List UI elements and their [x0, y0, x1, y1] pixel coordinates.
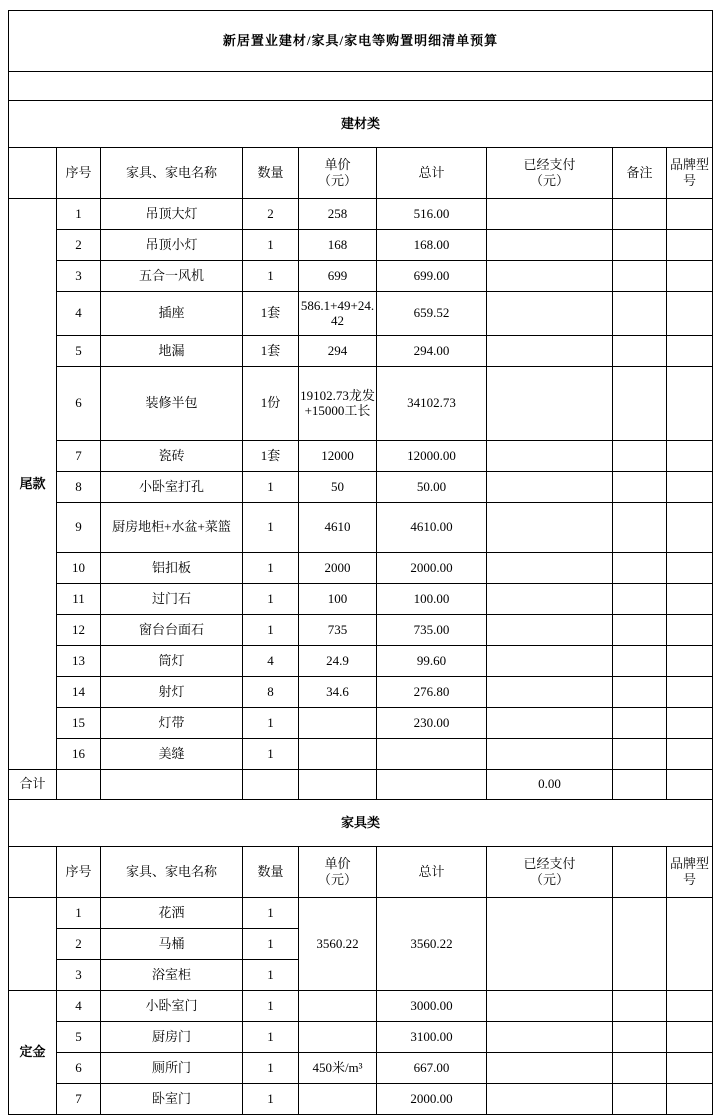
cell-note — [613, 336, 667, 367]
cell-brand — [667, 898, 713, 991]
table-row — [9, 199, 713, 230]
cell-note — [613, 991, 667, 1022]
cell-no: 13 — [57, 646, 101, 677]
cell-note — [613, 367, 667, 441]
cell-total: 276.80 — [377, 677, 487, 708]
cell-brand — [667, 367, 713, 441]
cell-qty: 1 — [243, 708, 299, 739]
cell-qty: 1 — [243, 615, 299, 646]
cell-total: 735.00 — [377, 615, 487, 646]
cell-paid — [487, 1022, 613, 1053]
cell-unit-price: 19102.73龙发+15000工长 — [299, 367, 377, 441]
header-paid-2-line2: （元） — [529, 872, 569, 887]
cell-note — [613, 677, 667, 708]
cell-no: 2 — [57, 929, 101, 960]
page-title: 新居置业建材/家具/家电等购置明细清单预算 — [9, 11, 713, 72]
cell-item-name: 花洒 — [101, 898, 243, 929]
cell-brand — [667, 708, 713, 739]
cell-paid — [487, 615, 613, 646]
header-note-2 — [613, 847, 667, 898]
cell-unit-price: 735 — [299, 615, 377, 646]
cell-note — [613, 708, 667, 739]
cell-total: 2000.00 — [377, 1084, 487, 1115]
cell-item-name: 厕所门 — [101, 1053, 243, 1084]
cell-qty: 1 — [243, 503, 299, 553]
cell-no: 3 — [57, 261, 101, 292]
cell-total: 3000.00 — [377, 991, 487, 1022]
cell-item-name: 吊顶小灯 — [101, 230, 243, 261]
cell-item-name: 马桶 — [101, 929, 243, 960]
cell-brand — [667, 739, 713, 770]
cell-note — [613, 584, 667, 615]
header-unit-price-2 — [299, 847, 377, 898]
cell-item-name: 瓷砖 — [101, 441, 243, 472]
header-no-2: 序号 — [57, 847, 101, 898]
cell-item-name: 装修半包 — [101, 367, 243, 441]
cell-unit-price: 294 — [299, 336, 377, 367]
cell-unit-price: 450米/m³ — [299, 1053, 377, 1084]
cell-item-name: 厨房门 — [101, 1022, 243, 1053]
cell-item-name: 灯带 — [101, 708, 243, 739]
cell-brand — [667, 199, 713, 230]
table-row — [9, 1053, 713, 1084]
section-title-building: 建材类 — [9, 101, 713, 148]
cell-total: 3100.00 — [377, 1022, 487, 1053]
table-row — [9, 553, 713, 584]
cell-no: 15 — [57, 708, 101, 739]
cell-no: 2 — [57, 230, 101, 261]
table-row — [9, 336, 713, 367]
cell-qty: 1 — [243, 553, 299, 584]
cell-paid — [487, 199, 613, 230]
cell-paid — [487, 1053, 613, 1084]
cell-paid — [487, 261, 613, 292]
total-note-blank — [613, 770, 667, 800]
cell-total: 294.00 — [377, 336, 487, 367]
cell-note — [613, 472, 667, 503]
cell-note — [613, 503, 667, 553]
cell-qty: 1套 — [243, 441, 299, 472]
cell-paid — [487, 367, 613, 441]
table-row — [9, 261, 713, 292]
cell-paid — [487, 584, 613, 615]
cell-total: 516.00 — [377, 199, 487, 230]
table-header-row-building — [9, 148, 713, 199]
cell-unit-price — [299, 991, 377, 1022]
cell-paid — [487, 553, 613, 584]
group-label-weikuan: 尾款 — [9, 199, 57, 770]
header-no: 序号 — [57, 148, 101, 199]
cell-paid — [487, 708, 613, 739]
header-paid-line2: （元） — [529, 173, 569, 188]
cell-qty: 8 — [243, 677, 299, 708]
cell-unit-price: 699 — [299, 261, 377, 292]
cell-brand — [667, 230, 713, 261]
cell-total: 667.00 — [377, 1053, 487, 1084]
table-row — [9, 441, 713, 472]
cell-paid — [487, 677, 613, 708]
cell-qty: 1 — [243, 230, 299, 261]
cell-no: 14 — [57, 677, 101, 708]
cell-brand — [667, 553, 713, 584]
table-row — [9, 230, 713, 261]
cell-total: 230.00 — [377, 708, 487, 739]
cell-note — [613, 441, 667, 472]
cell-item-name: 过门石 — [101, 584, 243, 615]
cell-qty: 2 — [243, 199, 299, 230]
cell-total: 50.00 — [377, 472, 487, 503]
total-name-blank — [101, 770, 243, 800]
cell-brand — [667, 677, 713, 708]
cell-item-name: 插座 — [101, 292, 243, 336]
cell-paid — [487, 441, 613, 472]
table-row — [9, 677, 713, 708]
group-label-dingjin: 定金 — [9, 991, 57, 1115]
cell-unit-price: 258 — [299, 199, 377, 230]
cell-qty: 1 — [243, 472, 299, 503]
header-paid-2 — [487, 847, 613, 898]
cell-unit-price — [299, 1084, 377, 1115]
cell-item-name: 小卧室门 — [101, 991, 243, 1022]
cell-no: 11 — [57, 584, 101, 615]
table-row — [9, 646, 713, 677]
cell-unit-price: 12000 — [299, 441, 377, 472]
cell-note — [613, 553, 667, 584]
cell-total: 99.60 — [377, 646, 487, 677]
cell-paid — [487, 503, 613, 553]
cell-note — [613, 199, 667, 230]
cell-brand — [667, 1053, 713, 1084]
cell-note — [613, 739, 667, 770]
cell-no: 12 — [57, 615, 101, 646]
header-paid-line1: 已经支付 — [523, 156, 576, 172]
header-unit-price-line1: 单价 — [324, 156, 351, 172]
cell-note — [613, 615, 667, 646]
header-group-blank — [9, 148, 57, 199]
cell-brand — [667, 584, 713, 615]
cell-no: 6 — [57, 1053, 101, 1084]
header-brand-line2: 号 — [683, 173, 697, 188]
header-item-name: 家具、家电名称 — [101, 148, 243, 199]
header-item-name-2: 家具、家电名称 — [101, 847, 243, 898]
cell-no: 6 — [57, 367, 101, 441]
cell-qty: 1 — [243, 584, 299, 615]
cell-brand — [667, 292, 713, 336]
cell-note — [613, 292, 667, 336]
cell-qty: 1 — [243, 1022, 299, 1053]
spacer-row-top — [9, 72, 713, 101]
header-paid-2-line1: 已经支付 — [523, 855, 576, 871]
cell-item-name: 美缝 — [101, 739, 243, 770]
cell-brand — [667, 472, 713, 503]
cell-no: 3 — [57, 960, 101, 991]
section-title-furniture: 家具类 — [9, 800, 713, 847]
cell-no: 8 — [57, 472, 101, 503]
total-price-blank — [299, 770, 377, 800]
total-paid: 0.00 — [487, 770, 613, 800]
table-row — [9, 708, 713, 739]
header-unit-price-line2: （元） — [317, 173, 357, 188]
cell-note — [613, 646, 667, 677]
cell-note — [613, 230, 667, 261]
cell-total: 659.52 — [377, 292, 487, 336]
title-row — [9, 11, 713, 72]
header-brand-2-line1: 品牌型 — [670, 855, 710, 871]
cell-no: 5 — [57, 336, 101, 367]
cell-note — [613, 261, 667, 292]
cell-unit-price-merged: 3560.22 — [299, 898, 377, 991]
cell-no: 5 — [57, 1022, 101, 1053]
cell-no: 7 — [57, 441, 101, 472]
cell-total — [377, 739, 487, 770]
cell-paid — [487, 739, 613, 770]
cell-paid — [487, 991, 613, 1022]
cell-brand — [667, 336, 713, 367]
table-row — [9, 1084, 713, 1115]
total-qty-blank — [243, 770, 299, 800]
header-brand-2 — [667, 847, 713, 898]
cell-unit-price: 34.6 — [299, 677, 377, 708]
cell-qty: 4 — [243, 646, 299, 677]
cell-note — [613, 1053, 667, 1084]
total-no-blank — [57, 770, 101, 800]
cell-item-name: 筒灯 — [101, 646, 243, 677]
cell-no: 4 — [57, 292, 101, 336]
cell-qty: 1 — [243, 929, 299, 960]
cell-total: 2000.00 — [377, 553, 487, 584]
cell-item-name: 地漏 — [101, 336, 243, 367]
cell-item-name: 卧室门 — [101, 1084, 243, 1115]
cell-brand — [667, 1022, 713, 1053]
total-label: 合计 — [9, 770, 57, 800]
cell-note — [613, 1022, 667, 1053]
cell-unit-price: 24.9 — [299, 646, 377, 677]
cell-qty: 1 — [243, 1084, 299, 1115]
cell-unit-price: 100 — [299, 584, 377, 615]
table-row — [9, 503, 713, 553]
cell-item-name: 窗台台面石 — [101, 615, 243, 646]
cell-item-name: 厨房地柜+水盆+菜篮 — [101, 503, 243, 553]
budget-sheet — [8, 10, 713, 1115]
cell-paid — [487, 646, 613, 677]
header-qty-2: 数量 — [243, 847, 299, 898]
cell-item-name: 浴室柜 — [101, 960, 243, 991]
cell-brand — [667, 991, 713, 1022]
cell-paid — [487, 230, 613, 261]
table-row — [9, 739, 713, 770]
cell-unit-price: 586.1+49+24.42 — [299, 292, 377, 336]
table-row — [9, 615, 713, 646]
cell-total: 100.00 — [377, 584, 487, 615]
cell-total: 168.00 — [377, 230, 487, 261]
table-row — [9, 584, 713, 615]
header-group-blank-2 — [9, 847, 57, 898]
cell-unit-price: 50 — [299, 472, 377, 503]
cell-unit-price: 4610 — [299, 503, 377, 553]
cell-unit-price — [299, 739, 377, 770]
cell-unit-price — [299, 1022, 377, 1053]
total-brand-blank — [667, 770, 713, 800]
table-header-row-furniture — [9, 847, 713, 898]
cell-no: 1 — [57, 199, 101, 230]
cell-paid — [487, 898, 613, 991]
cell-total: 4610.00 — [377, 503, 487, 553]
cell-brand — [667, 503, 713, 553]
section-title-row-building — [9, 101, 713, 148]
cell-qty: 1 — [243, 991, 299, 1022]
cell-item-name: 铝扣板 — [101, 553, 243, 584]
cell-unit-price: 168 — [299, 230, 377, 261]
cell-paid — [487, 292, 613, 336]
cell-no: 16 — [57, 739, 101, 770]
table-row — [9, 367, 713, 441]
group-label-blank-furniture — [9, 898, 57, 991]
cell-no: 7 — [57, 1084, 101, 1115]
header-unit-price — [299, 148, 377, 199]
cell-paid — [487, 336, 613, 367]
table-row — [9, 292, 713, 336]
cell-item-name: 吊顶大灯 — [101, 199, 243, 230]
table-row — [9, 991, 713, 1022]
cell-total: 699.00 — [377, 261, 487, 292]
cell-total: 12000.00 — [377, 441, 487, 472]
table-row — [9, 472, 713, 503]
cell-no: 1 — [57, 898, 101, 929]
table-row — [9, 898, 713, 929]
header-note: 备注 — [613, 148, 667, 199]
header-brand-line1: 品牌型 — [670, 156, 710, 172]
cell-qty: 1 — [243, 960, 299, 991]
cell-brand — [667, 1084, 713, 1115]
header-brand-2-line2: 号 — [683, 872, 697, 887]
cell-item-name: 小卧室打孔 — [101, 472, 243, 503]
cell-brand — [667, 441, 713, 472]
header-unit-price-2-line2: （元） — [317, 872, 357, 887]
cell-qty: 1 — [243, 739, 299, 770]
cell-qty: 1 — [243, 1053, 299, 1084]
section-title-row-furniture — [9, 800, 713, 847]
cell-brand — [667, 261, 713, 292]
cell-item-name: 射灯 — [101, 677, 243, 708]
cell-no: 9 — [57, 503, 101, 553]
table-row — [9, 1022, 713, 1053]
cell-unit-price — [299, 708, 377, 739]
total-sum-blank — [377, 770, 487, 800]
cell-note — [613, 1084, 667, 1115]
cell-total: 34102.73 — [377, 367, 487, 441]
cell-brand — [667, 646, 713, 677]
cell-total-merged: 3560.22 — [377, 898, 487, 991]
total-row-building — [9, 770, 713, 800]
cell-qty: 1套 — [243, 336, 299, 367]
cell-brand — [667, 615, 713, 646]
cell-qty: 1 — [243, 898, 299, 929]
header-total: 总计 — [377, 148, 487, 199]
cell-note — [613, 898, 667, 991]
header-brand — [667, 148, 713, 199]
cell-unit-price: 2000 — [299, 553, 377, 584]
header-total-2: 总计 — [377, 847, 487, 898]
cell-qty: 1 — [243, 261, 299, 292]
cell-paid — [487, 472, 613, 503]
header-paid — [487, 148, 613, 199]
header-unit-price-2-line1: 单价 — [324, 855, 351, 871]
cell-paid — [487, 1084, 613, 1115]
cell-no: 4 — [57, 991, 101, 1022]
cell-item-name: 五合一风机 — [101, 261, 243, 292]
header-qty: 数量 — [243, 148, 299, 199]
spacer-cell — [9, 72, 713, 101]
cell-qty: 1份 — [243, 367, 299, 441]
cell-qty: 1套 — [243, 292, 299, 336]
cell-no: 10 — [57, 553, 101, 584]
